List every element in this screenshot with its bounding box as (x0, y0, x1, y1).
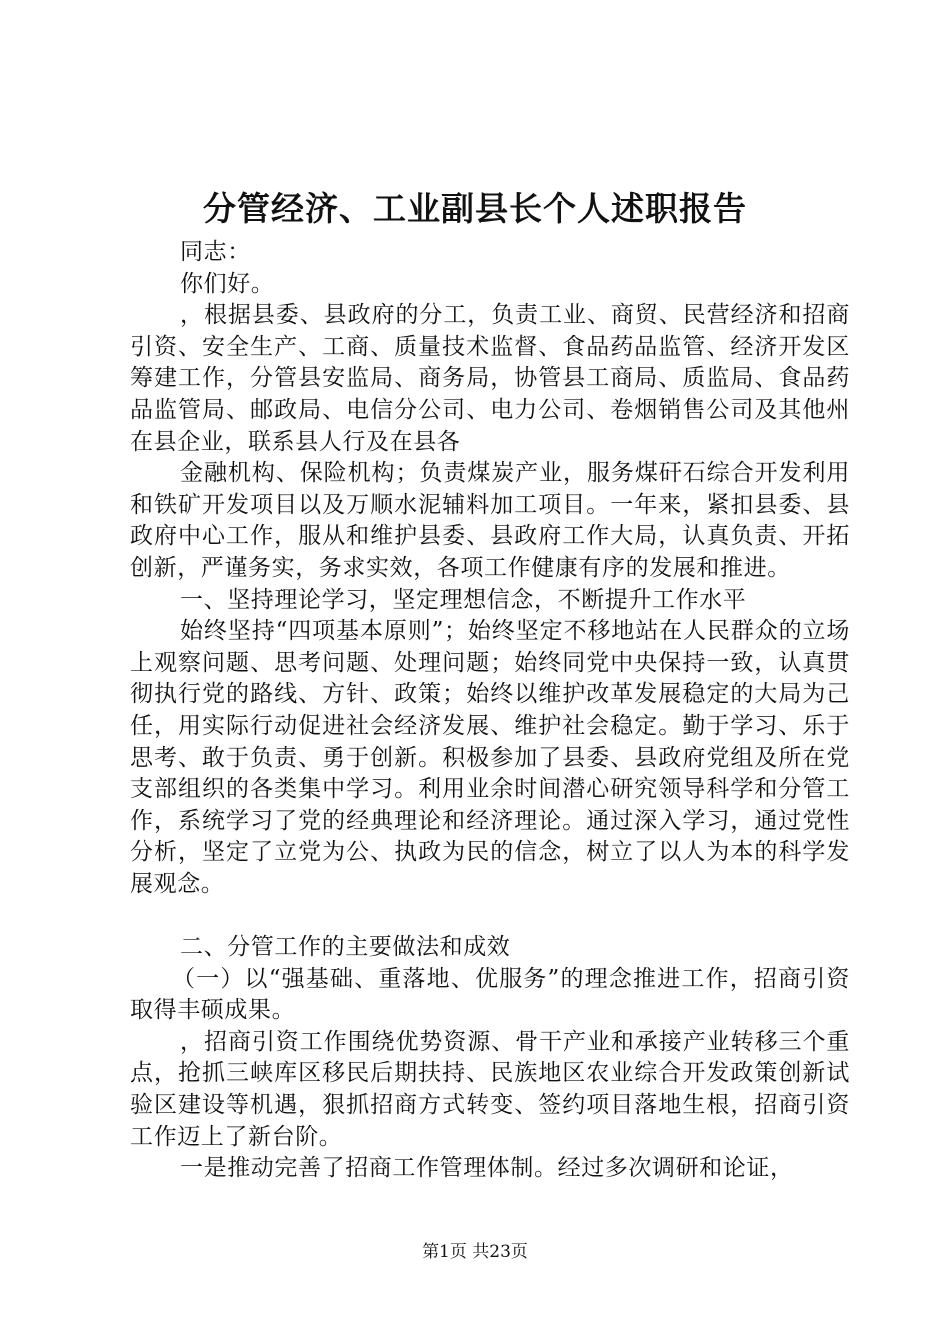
subsection-heading-1: （一）以“强基础、重落地、优服务”的理念推进工作，招商引资取得丰硕成果。 (130, 965, 850, 1024)
section-heading-1: 一、坚持理论学习，坚定理想信念，不断提升工作水平 (180, 586, 747, 613)
document-title: 分管经济、工业副县长个人述职报告 (203, 189, 747, 228)
paragraph-duties-continued: 金融机构、保险机构；负责煤炭产业，服务煤矸石综合开发利用和铁矿开发项目以及万顺水泥辅料加工项目。一年来，紧扣县委、县政府中心工作，服从和维护县委、县政府工作大局，认真负责、开拓创新，严谨务实，务求实效，各项工作健康有序的发展和推进。 (130, 460, 850, 581)
page-number: 第1页 共23页 (422, 1242, 528, 1262)
salutation: 同志： (180, 239, 251, 265)
section-heading-2: 二、分管工作的主要做法和成效 (180, 934, 511, 961)
paragraph-mechanism: 一是推动完善了招商工作管理体制。经过多次调研和论证， (180, 1155, 794, 1182)
paragraph-theory-study: 始终坚持“四项基本原则”；始终坚定不移地站在人民群众的立场上观察问题、思考问题、处理问题；始终同党中央保持一致，认真贯彻执行党的路线、方针、政策；始终以维护改革发展稳定的大局为己任，用实际行动促进社会经济发展、维护社会稳定。勤于学习、乐于思考、敢于负责、勇于创新。积极参加了县委、县政府党组及所在党支部组织的各类集中学习。利用业余时间潜心研究领导科学和分管工作，系统学习了党的经典理论和经济理论。通过深入学习，通过党性分析，坚定了立党为公、执政为民的信念，树立了以人为本的科学发展观念。 (130, 618, 850, 897)
blank-line (130, 900, 850, 932)
document-body (130, 237, 850, 1185)
greeting: 你们好。 (180, 270, 275, 297)
paragraph-investment: ，招商引资工作围绕优势资源、骨干产业和承接产业转移三个重点，抢抓三峡库区移民后期扶持、民族地区农业综合开发政策创新试验区建设等机遇，狠抓招商方式转变、签约项目落地生根，招商引资工作迈上了新台阶。 (130, 1028, 850, 1150)
paragraph-duties: ，根据县委、县政府的分工，负责工业、商贸、民营经济和招商引资、安全生产、工商、质量技术监督、食品药品监管、经济开发区筹建工作，分管县安监局、商务局，协管县工商局、质监局、食品药品监管局、邮政局、电信分公司、电力公司、卷烟销售公司及其他州在县企业，联系县人行及在县各 (130, 302, 850, 455)
